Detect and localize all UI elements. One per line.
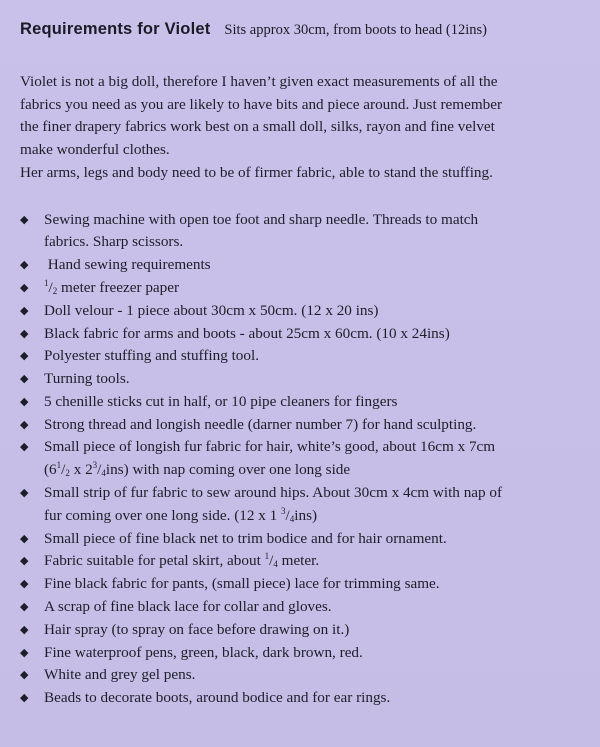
item-text: Sewing machine with open toe foot and sharp needle. Threads to match bbox=[44, 210, 479, 228]
item-text-part: ins) bbox=[294, 506, 318, 524]
list-item bbox=[20, 573, 586, 596]
item-text: Black fabric for arms and boots - about 25cm x 60cm. (10 x 24ins) bbox=[44, 324, 450, 342]
diamond-bullet-icon: ◆ bbox=[20, 486, 29, 500]
fraction-denominator: 2 bbox=[52, 285, 58, 296]
item-text: 5 chenille sticks cut in half, or 10 pipe cleaners for fingers bbox=[44, 392, 398, 410]
intro-line: Violet is not a big doll, therefore I haven’t given exact measurements of all the bbox=[20, 73, 498, 90]
fraction-numerator: 3 bbox=[92, 460, 98, 471]
fraction-denominator: 2 bbox=[65, 468, 70, 479]
item-text: Fine waterproof pens, green, black, dark brown, red. bbox=[44, 643, 363, 661]
fraction-denominator: 4 bbox=[101, 468, 106, 479]
fraction-numerator: 3 bbox=[281, 505, 286, 516]
list-item bbox=[20, 528, 586, 551]
diamond-bullet-icon: ◆ bbox=[20, 349, 29, 363]
item-text: Polyester stuffing and stuffing tool. bbox=[44, 347, 260, 365]
diamond-bullet-icon: ◆ bbox=[20, 212, 29, 226]
item-text-part: ins) with nap coming over one long side bbox=[105, 461, 351, 479]
item-text: Hair spray (to spray on face before drawing on it.) bbox=[44, 620, 350, 638]
page-subtitle: Sits approx 30cm, from boots to head (12ins) bbox=[224, 22, 488, 38]
item-text-continued: fabrics. Sharp scissors. bbox=[44, 233, 184, 251]
item-text: Beads to decorate boots, around bodice and for ear rings. bbox=[44, 689, 391, 707]
list-item bbox=[20, 254, 586, 277]
diamond-bullet-icon: ◆ bbox=[20, 394, 29, 408]
diamond-bullet-icon: ◆ bbox=[20, 280, 29, 294]
item-text-continued: fur coming over one long side. (12 x 1 $^3/_4ins$) bbox=[44, 505, 318, 524]
diamond-bullet-icon: ◆ bbox=[20, 668, 29, 682]
list-item bbox=[20, 687, 586, 710]
intro-line: Her arms, legs and body need to be of firmer fabric, able to stand the stuffing. bbox=[20, 163, 493, 181]
fraction-denominator: 4 bbox=[273, 559, 278, 570]
fraction-denominator: 4 bbox=[289, 513, 295, 524]
list-item bbox=[20, 436, 586, 482]
item-text-part: meter. bbox=[277, 552, 320, 570]
item-text-continued: ($6^1/_2$ x $2^3/_4ins$) with nap coming over one long side bbox=[44, 460, 351, 479]
item-text: meter freezer paper bbox=[57, 278, 180, 296]
diamond-bullet-icon: ◆ bbox=[20, 600, 29, 614]
list-item bbox=[20, 368, 586, 391]
intro-line: make wonderful clothes. bbox=[20, 141, 170, 159]
diamond-bullet-icon: ◆ bbox=[20, 303, 29, 317]
fraction-numerator: 1 bbox=[56, 460, 62, 471]
diamond-bullet-icon: ◆ bbox=[20, 440, 29, 454]
item-text: Fine black fabric for pants, (small piece) lace for trimming same. bbox=[44, 575, 440, 593]
item-text: Small piece of fine black net to trim bodice and for hair ornament. bbox=[44, 529, 447, 547]
list-item bbox=[20, 391, 586, 414]
item-text: Small strip of fur fabric to sew around hips. About 30cm x 4cm with nap of bbox=[44, 484, 503, 502]
intro-paragraph bbox=[20, 71, 595, 185]
item-text-part: x 2 bbox=[69, 461, 93, 479]
diamond-bullet-icon: ◆ bbox=[20, 417, 29, 431]
requirements-list bbox=[20, 209, 586, 711]
item-text: Turning tools. bbox=[44, 370, 130, 388]
fraction-numerator: 1 bbox=[264, 551, 270, 562]
diamond-bullet-icon: ◆ bbox=[20, 326, 29, 340]
list-item: ◆ Fabric suitable for petal skirt, about $^1/_4$ meter. bbox=[20, 550, 586, 573]
diamond-bullet-icon: ◆ bbox=[20, 554, 29, 568]
list-item bbox=[20, 596, 586, 619]
diamond-bullet-icon: ◆ bbox=[20, 258, 29, 272]
list-item bbox=[20, 209, 586, 255]
diamond-bullet-icon: ◆ bbox=[20, 691, 29, 705]
item-text: White and grey gel pens. bbox=[44, 666, 196, 684]
list-item bbox=[20, 642, 586, 665]
item-text: Hand sewing requirements bbox=[44, 256, 211, 274]
list-item bbox=[20, 664, 586, 687]
list-item bbox=[20, 619, 586, 642]
item-text: A scrap of fine black lace for collar and gloves. bbox=[44, 598, 332, 616]
list-item bbox=[20, 323, 586, 346]
list-item: ◆ $^1/_2$ meter freezer paper bbox=[20, 277, 586, 300]
list-item bbox=[20, 414, 586, 437]
intro-line: the finer drapery fabrics work best on a small doll, silks, rayon and fine velvet bbox=[20, 118, 495, 136]
diamond-bullet-icon: ◆ bbox=[20, 577, 29, 591]
intro-line: fabrics you need as you are likely to have bits and piece around. Just remember bbox=[20, 95, 503, 113]
diamond-bullet-icon: ◆ bbox=[20, 645, 29, 659]
page-title: Requirements for Violet bbox=[20, 20, 211, 38]
header bbox=[20, 20, 586, 39]
diamond-bullet-icon: ◆ bbox=[20, 531, 29, 545]
list-item bbox=[20, 482, 586, 528]
fraction-numerator: 1 bbox=[44, 277, 49, 288]
list-item bbox=[20, 345, 586, 368]
list-item bbox=[20, 300, 586, 323]
diamond-bullet-icon: ◆ bbox=[20, 622, 29, 636]
item-text-part: fur coming over one long side. (12 x 1 bbox=[44, 506, 282, 524]
item-text: Doll velour - 1 piece about 30cm x 50cm. (12 x 20 ins) bbox=[44, 301, 379, 319]
item-text: Strong thread and longish needle (darner number 7) for hand sculpting. bbox=[44, 415, 477, 433]
item-text-part: Fabric suitable for petal skirt, about bbox=[44, 552, 265, 570]
diamond-bullet-icon: ◆ bbox=[20, 372, 29, 386]
item-text: Small piece of longish fur fabric for hair, white’s good, about 16cm x 7cm bbox=[44, 438, 496, 456]
item-text-part: (6 bbox=[44, 461, 57, 479]
